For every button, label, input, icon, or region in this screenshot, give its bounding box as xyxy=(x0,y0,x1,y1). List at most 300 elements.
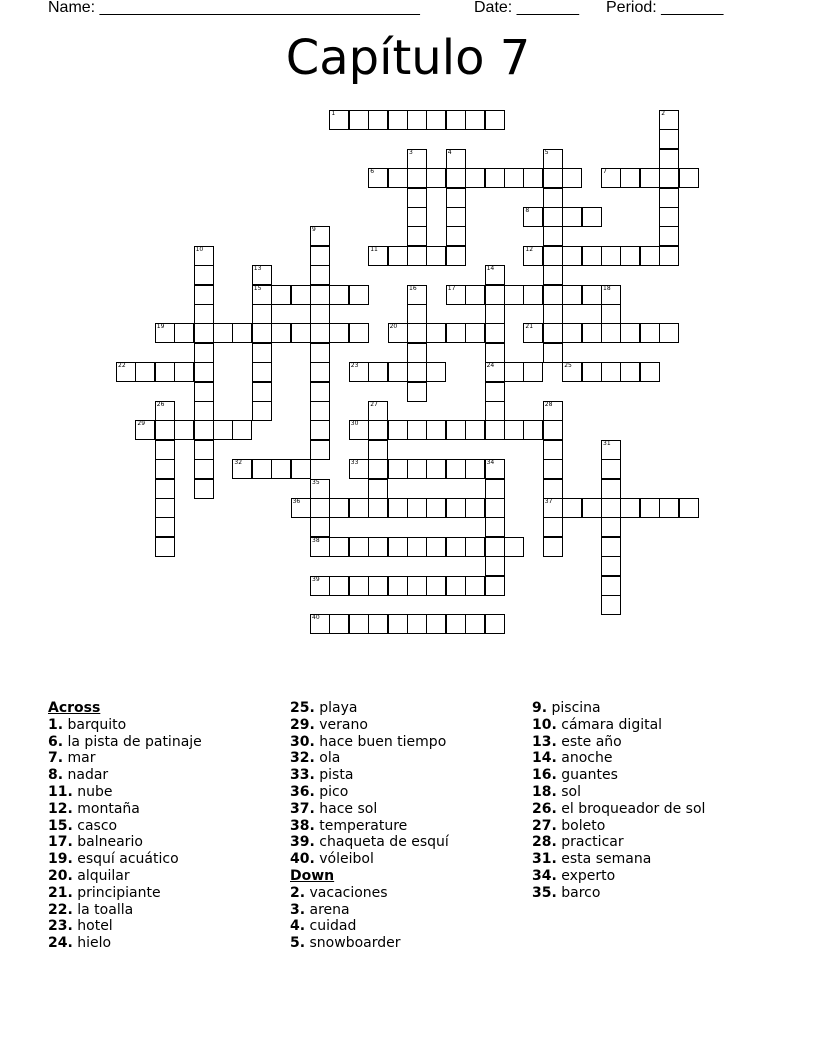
crossword-cell[interactable] xyxy=(291,459,311,479)
crossword-cell[interactable] xyxy=(543,285,563,305)
crossword-cell[interactable] xyxy=(485,343,505,363)
crossword-cell[interactable] xyxy=(252,265,272,285)
crossword-cell[interactable] xyxy=(426,614,446,634)
crossword-cell[interactable] xyxy=(523,323,543,343)
crossword-cell[interactable] xyxy=(659,498,679,518)
crossword-cell[interactable] xyxy=(310,285,330,305)
clue-number: 24 xyxy=(486,362,495,370)
clue-item-number: 13. xyxy=(532,733,557,750)
crossword-cell[interactable] xyxy=(640,323,660,343)
crossword-cell[interactable] xyxy=(407,188,427,208)
crossword-cell[interactable] xyxy=(426,110,446,130)
crossword-cell[interactable] xyxy=(523,207,543,227)
crossword-cell[interactable] xyxy=(446,537,466,557)
crossword-cell[interactable] xyxy=(446,285,466,305)
crossword-cell[interactable] xyxy=(388,110,408,130)
crossword-cell[interactable] xyxy=(271,323,291,343)
crossword-cell[interactable] xyxy=(407,323,427,343)
crossword-cell[interactable] xyxy=(329,285,349,305)
crossword-cell[interactable] xyxy=(271,459,291,479)
crossword-cell[interactable] xyxy=(640,498,660,518)
crossword-cell[interactable] xyxy=(485,168,505,188)
crossword-cell[interactable] xyxy=(407,207,427,227)
crossword-cell[interactable] xyxy=(543,479,563,499)
crossword-cell[interactable] xyxy=(329,323,349,343)
crossword-cell[interactable] xyxy=(194,343,214,363)
crossword-cell[interactable] xyxy=(446,420,466,440)
clue-item-text: experto xyxy=(561,867,616,884)
crossword-cell[interactable] xyxy=(310,246,330,266)
crossword-cell[interactable] xyxy=(601,459,621,479)
crossword-cell[interactable] xyxy=(407,343,427,363)
crossword-cell[interactable] xyxy=(407,614,427,634)
crossword-cell[interactable] xyxy=(310,498,330,518)
clue-item-number: 34. xyxy=(532,867,557,884)
clue-item xyxy=(48,885,278,902)
crossword-cell[interactable] xyxy=(504,537,524,557)
crossword-cell[interactable] xyxy=(368,420,388,440)
crossword-cell[interactable] xyxy=(446,246,466,266)
crossword-cell[interactable] xyxy=(407,168,427,188)
crossword-cell[interactable] xyxy=(368,110,388,130)
crossword-cell[interactable] xyxy=(543,537,563,557)
crossword-cell[interactable] xyxy=(543,246,563,266)
crossword-cell[interactable] xyxy=(329,576,349,596)
crossword-cell[interactable] xyxy=(659,129,679,149)
crossword-cell[interactable] xyxy=(252,285,272,305)
crossword-cell[interactable] xyxy=(446,207,466,227)
crossword-cell[interactable] xyxy=(543,226,563,246)
clue-item-text: principiante xyxy=(77,884,161,901)
crossword-cell[interactable] xyxy=(310,265,330,285)
crossword-cell[interactable] xyxy=(446,576,466,596)
crossword-cell[interactable] xyxy=(446,188,466,208)
crossword-cell[interactable] xyxy=(310,362,330,382)
crossword-cell[interactable] xyxy=(155,401,175,421)
crossword-cell[interactable] xyxy=(155,517,175,537)
crossword-cell[interactable] xyxy=(562,207,582,227)
clue-item-number: 12. xyxy=(48,800,73,817)
crossword-cell[interactable] xyxy=(310,537,330,557)
crossword-cell[interactable] xyxy=(135,420,155,440)
crossword-cell[interactable] xyxy=(426,246,446,266)
crossword-cell[interactable] xyxy=(562,323,582,343)
crossword-cell[interactable] xyxy=(349,459,369,479)
crossword-cell[interactable] xyxy=(543,304,563,324)
crossword-cell[interactable] xyxy=(485,362,505,382)
crossword-cell[interactable] xyxy=(349,362,369,382)
crossword-cell[interactable] xyxy=(601,537,621,557)
crossword-cell[interactable] xyxy=(504,168,524,188)
crossword-cell[interactable] xyxy=(562,168,582,188)
crossword-cell[interactable] xyxy=(446,110,466,130)
crossword-cell[interactable] xyxy=(174,362,194,382)
crossword-cell[interactable] xyxy=(465,420,485,440)
crossword-cell[interactable] xyxy=(446,226,466,246)
crossword-cell[interactable] xyxy=(310,401,330,421)
clue-number: 25 xyxy=(564,362,572,370)
crossword-cell[interactable] xyxy=(194,246,214,266)
crossword-cell[interactable] xyxy=(252,304,272,324)
crossword-cell[interactable] xyxy=(310,479,330,499)
crossword-cell[interactable] xyxy=(446,498,466,518)
clue-item xyxy=(532,851,772,868)
crossword-cell[interactable] xyxy=(407,537,427,557)
crossword-cell[interactable] xyxy=(485,517,505,537)
crossword-cell[interactable] xyxy=(426,459,446,479)
crossword-cell[interactable] xyxy=(485,479,505,499)
crossword-cell[interactable] xyxy=(465,459,485,479)
crossword-cell[interactable] xyxy=(329,537,349,557)
crossword-cell[interactable] xyxy=(310,576,330,596)
crossword-cell[interactable] xyxy=(659,188,679,208)
crossword-cell[interactable] xyxy=(349,285,369,305)
crossword-cell[interactable] xyxy=(659,323,679,343)
crossword-cell[interactable] xyxy=(582,323,602,343)
crossword-cell[interactable] xyxy=(620,168,640,188)
crossword-cell[interactable] xyxy=(407,459,427,479)
crossword-cell[interactable] xyxy=(194,265,214,285)
crossword-cell[interactable] xyxy=(388,498,408,518)
crossword-cell[interactable] xyxy=(465,614,485,634)
crossword-cell[interactable] xyxy=(349,576,369,596)
clue-item-number: 32. xyxy=(290,750,315,767)
crossword-cell[interactable] xyxy=(329,110,349,130)
clue-item-text: playa xyxy=(319,700,358,716)
clue-number: 10 xyxy=(195,245,204,253)
clue-item-number: 33. xyxy=(290,767,315,784)
crossword-cell[interactable] xyxy=(659,246,679,266)
crossword-cell[interactable] xyxy=(194,440,214,460)
crossword-cell[interactable] xyxy=(543,343,563,363)
crossword-cell[interactable] xyxy=(407,362,427,382)
crossword-cell[interactable] xyxy=(252,362,272,382)
crossword-cell[interactable] xyxy=(485,304,505,324)
crossword-cell[interactable] xyxy=(543,265,563,285)
crossword-cell[interactable] xyxy=(465,285,485,305)
crossword-cell[interactable] xyxy=(485,265,505,285)
crossword-cell[interactable] xyxy=(252,323,272,343)
crossword-cell[interactable] xyxy=(582,362,602,382)
crossword-cell[interactable] xyxy=(465,168,485,188)
crossword-cell[interactable] xyxy=(601,323,621,343)
crossword-cell[interactable] xyxy=(601,285,621,305)
crossword-cell[interactable] xyxy=(446,323,466,343)
crossword-cell[interactable] xyxy=(310,382,330,402)
clue-item-number: 23. xyxy=(48,918,73,935)
crossword-cell[interactable] xyxy=(620,362,640,382)
clue-number: 19 xyxy=(156,323,165,331)
crossword-cell[interactable] xyxy=(368,362,388,382)
clue-item-text: la pista de patinaje xyxy=(67,733,202,750)
name-field-label: Name: ____________________________________ xyxy=(48,0,420,16)
crossword-cell[interactable] xyxy=(582,498,602,518)
crossword-cell[interactable] xyxy=(155,537,175,557)
crossword-cell[interactable] xyxy=(485,382,505,402)
crossword-cell[interactable] xyxy=(349,110,369,130)
crossword-cell[interactable] xyxy=(194,401,214,421)
crossword-cell[interactable] xyxy=(388,537,408,557)
crossword-cell[interactable] xyxy=(291,285,311,305)
crossword-cell[interactable] xyxy=(349,498,369,518)
clue-item-text: barco xyxy=(561,884,601,901)
crossword-cell[interactable] xyxy=(426,323,446,343)
crossword-cell[interactable] xyxy=(310,420,330,440)
crossword-cell[interactable] xyxy=(543,401,563,421)
crossword-cell[interactable] xyxy=(426,362,446,382)
clue-number: 22 xyxy=(118,362,126,370)
crossword-cell[interactable] xyxy=(407,149,427,169)
crossword-cell[interactable] xyxy=(543,498,563,518)
clue-item-number: 6. xyxy=(48,733,64,750)
crossword-cell[interactable] xyxy=(310,323,330,343)
crossword-cell[interactable] xyxy=(174,420,194,440)
crossword-cell[interactable] xyxy=(485,285,505,305)
crossword-cell[interactable] xyxy=(368,459,388,479)
crossword-cell[interactable] xyxy=(368,168,388,188)
crossword-cell[interactable] xyxy=(252,401,272,421)
crossword-cell[interactable] xyxy=(291,498,311,518)
crossword-cell[interactable] xyxy=(582,207,602,227)
crossword-cell[interactable] xyxy=(601,246,621,266)
crossword-cell[interactable] xyxy=(388,420,408,440)
crossword-cell[interactable] xyxy=(485,110,505,130)
crossword-cell[interactable] xyxy=(368,576,388,596)
crossword-cell[interactable] xyxy=(562,246,582,266)
crossword-cell[interactable] xyxy=(155,459,175,479)
crossword-cell[interactable] xyxy=(194,459,214,479)
crossword-cell[interactable] xyxy=(465,537,485,557)
crossword-cell[interactable] xyxy=(543,149,563,169)
crossword-cell[interactable] xyxy=(659,110,679,130)
crossword-cell[interactable] xyxy=(232,323,252,343)
crossword-cell[interactable] xyxy=(310,304,330,324)
crossword-cell[interactable] xyxy=(368,401,388,421)
crossword-cell[interactable] xyxy=(310,614,330,634)
crossword-cell[interactable] xyxy=(426,420,446,440)
crossword-cell[interactable] xyxy=(349,420,369,440)
crossword-cell[interactable] xyxy=(485,323,505,343)
crossword-cell[interactable] xyxy=(640,362,660,382)
clue-number: 20 xyxy=(389,323,398,331)
crossword-cell[interactable] xyxy=(252,459,272,479)
crossword-cell[interactable] xyxy=(155,420,175,440)
crossword-cell[interactable] xyxy=(213,323,233,343)
crossword-cell[interactable] xyxy=(562,498,582,518)
crossword-cell[interactable] xyxy=(582,285,602,305)
clue-item-text: arena xyxy=(309,901,350,918)
crossword-cell[interactable] xyxy=(601,517,621,537)
crossword-cell[interactable] xyxy=(135,362,155,382)
clue-item-number: 28. xyxy=(532,834,557,851)
crossword-cell[interactable] xyxy=(329,498,349,518)
crossword-cell[interactable] xyxy=(232,420,252,440)
crossword-cell[interactable] xyxy=(155,498,175,518)
crossword-cell[interactable] xyxy=(407,285,427,305)
crossword-cell[interactable] xyxy=(504,362,524,382)
crossword-cell[interactable] xyxy=(620,498,640,518)
crossword-cell[interactable] xyxy=(368,479,388,499)
crossword-cell[interactable] xyxy=(562,362,582,382)
crossword-cell[interactable] xyxy=(194,304,214,324)
crossword-cell[interactable] xyxy=(407,304,427,324)
crossword-cell[interactable] xyxy=(465,498,485,518)
crossword-cell[interactable] xyxy=(368,537,388,557)
crossword-cell[interactable] xyxy=(543,517,563,537)
crossword-cell[interactable] xyxy=(407,382,427,402)
crossword-cell[interactable] xyxy=(485,459,505,479)
crossword-cell[interactable] xyxy=(155,479,175,499)
crossword-cell[interactable] xyxy=(368,614,388,634)
crossword-cell[interactable] xyxy=(446,168,466,188)
crossword-cell[interactable] xyxy=(252,382,272,402)
crossword-cell[interactable] xyxy=(601,362,621,382)
crossword-cell[interactable] xyxy=(194,479,214,499)
crossword-cell[interactable] xyxy=(426,168,446,188)
crossword-cell[interactable] xyxy=(349,614,369,634)
crossword-cell[interactable] xyxy=(194,362,214,382)
crossword-cell[interactable] xyxy=(659,168,679,188)
crossword-cell[interactable] xyxy=(543,459,563,479)
crossword-cell[interactable] xyxy=(543,207,563,227)
crossword-cell[interactable] xyxy=(523,168,543,188)
clue-item-text: verano xyxy=(319,716,368,733)
crossword-cell[interactable] xyxy=(543,440,563,460)
crossword-cell[interactable] xyxy=(407,576,427,596)
crossword-cell[interactable] xyxy=(194,323,214,343)
crossword-cell[interactable] xyxy=(446,149,466,169)
crossword-cell[interactable] xyxy=(465,576,485,596)
crossword-cell[interactable] xyxy=(310,226,330,246)
crossword-cell[interactable] xyxy=(388,168,408,188)
crossword-cell[interactable] xyxy=(601,304,621,324)
crossword-cell[interactable] xyxy=(582,246,602,266)
crossword-cell[interactable] xyxy=(659,207,679,227)
crossword-cell[interactable] xyxy=(388,323,408,343)
crossword-cell[interactable] xyxy=(640,168,660,188)
crossword-cell[interactable] xyxy=(174,323,194,343)
clue-item-text: chaqueta de esquí xyxy=(319,834,449,851)
crossword-cell[interactable] xyxy=(368,246,388,266)
crossword-cell[interactable] xyxy=(523,246,543,266)
crossword-cell[interactable] xyxy=(310,343,330,363)
crossword-cell[interactable] xyxy=(252,343,272,363)
crossword-cell[interactable] xyxy=(194,285,214,305)
crossword-cell[interactable] xyxy=(601,498,621,518)
crossword-cell[interactable] xyxy=(426,537,446,557)
crossword-cell[interactable] xyxy=(310,517,330,537)
crossword-cell[interactable] xyxy=(271,285,291,305)
crossword-cell[interactable] xyxy=(485,498,505,518)
crossword-cell[interactable] xyxy=(213,420,233,440)
crossword-cell[interactable] xyxy=(310,440,330,460)
clue-item xyxy=(532,801,772,818)
crossword-cell[interactable] xyxy=(640,246,660,266)
clue-item-number: 39. xyxy=(290,834,315,851)
crossword-cell[interactable] xyxy=(504,285,524,305)
crossword-cell[interactable] xyxy=(485,537,505,557)
clue-item xyxy=(290,918,520,935)
crossword-cell[interactable] xyxy=(543,188,563,208)
crossword-cell[interactable] xyxy=(523,362,543,382)
clue-number: 9 xyxy=(312,226,316,234)
crossword-cell[interactable] xyxy=(388,614,408,634)
crossword-cell[interactable] xyxy=(349,323,369,343)
crossword-cell[interactable] xyxy=(446,614,466,634)
crossword-cell[interactable] xyxy=(388,246,408,266)
crossword-cell[interactable] xyxy=(601,556,621,576)
crossword-cell[interactable] xyxy=(679,168,699,188)
crossword-cell[interactable] xyxy=(329,614,349,634)
crossword-cell[interactable] xyxy=(426,576,446,596)
crossword-cell[interactable] xyxy=(465,110,485,130)
crossword-cell[interactable] xyxy=(291,323,311,343)
crossword-cell[interactable] xyxy=(349,537,369,557)
clue-item xyxy=(532,700,772,717)
crossword-cell[interactable] xyxy=(562,285,582,305)
clue-item xyxy=(48,818,278,835)
crossword-cell[interactable] xyxy=(485,576,505,596)
crossword-cell[interactable] xyxy=(601,576,621,596)
crossword-cell[interactable] xyxy=(155,362,175,382)
crossword-cell[interactable] xyxy=(485,614,505,634)
clue-item xyxy=(532,868,772,885)
crossword-cell[interactable] xyxy=(601,479,621,499)
crossword-cell[interactable] xyxy=(485,401,505,421)
crossword-cell[interactable] xyxy=(465,323,485,343)
crossword-cell[interactable] xyxy=(194,420,214,440)
crossword-cell[interactable] xyxy=(446,459,466,479)
crossword-cell[interactable] xyxy=(388,362,408,382)
crossword-cell[interactable] xyxy=(543,168,563,188)
clue-item-number: 35. xyxy=(532,884,557,901)
crossword-cell[interactable] xyxy=(659,226,679,246)
crossword-cell[interactable] xyxy=(523,285,543,305)
crossword-cell[interactable] xyxy=(504,420,524,440)
crossword-cell[interactable] xyxy=(543,323,563,343)
crossword-cell[interactable] xyxy=(426,498,446,518)
crossword-cell[interactable] xyxy=(407,110,427,130)
crossword-cell[interactable] xyxy=(194,382,214,402)
crossword-cell[interactable] xyxy=(601,168,621,188)
crossword-cell[interactable] xyxy=(620,246,640,266)
crossword-cell[interactable] xyxy=(523,420,543,440)
crossword-cell[interactable] xyxy=(485,556,505,576)
crossword-cell[interactable] xyxy=(485,420,505,440)
crossword-cell[interactable] xyxy=(388,576,408,596)
crossword-cell[interactable] xyxy=(620,323,640,343)
clue-number: 17 xyxy=(447,284,456,292)
crossword-cell[interactable] xyxy=(368,498,388,518)
crossword-cell[interactable] xyxy=(368,440,388,460)
crossword-cell[interactable] xyxy=(388,459,408,479)
crossword-cell[interactable] xyxy=(659,149,679,169)
crossword-cell[interactable] xyxy=(407,226,427,246)
crossword-cell[interactable] xyxy=(543,420,563,440)
crossword-cell[interactable] xyxy=(407,246,427,266)
crossword-cell[interactable] xyxy=(601,440,621,460)
crossword-cell[interactable] xyxy=(116,362,136,382)
clue-item-text: mar xyxy=(67,750,96,767)
crossword-cell[interactable] xyxy=(155,323,175,343)
crossword-cell[interactable] xyxy=(155,440,175,460)
crossword-cell[interactable] xyxy=(679,498,699,518)
crossword-cell[interactable] xyxy=(407,498,427,518)
crossword-cell[interactable] xyxy=(407,420,427,440)
crossword-cell[interactable] xyxy=(601,595,621,615)
clue-item-text: snowboarder xyxy=(309,935,401,952)
crossword-cell[interactable] xyxy=(232,459,252,479)
